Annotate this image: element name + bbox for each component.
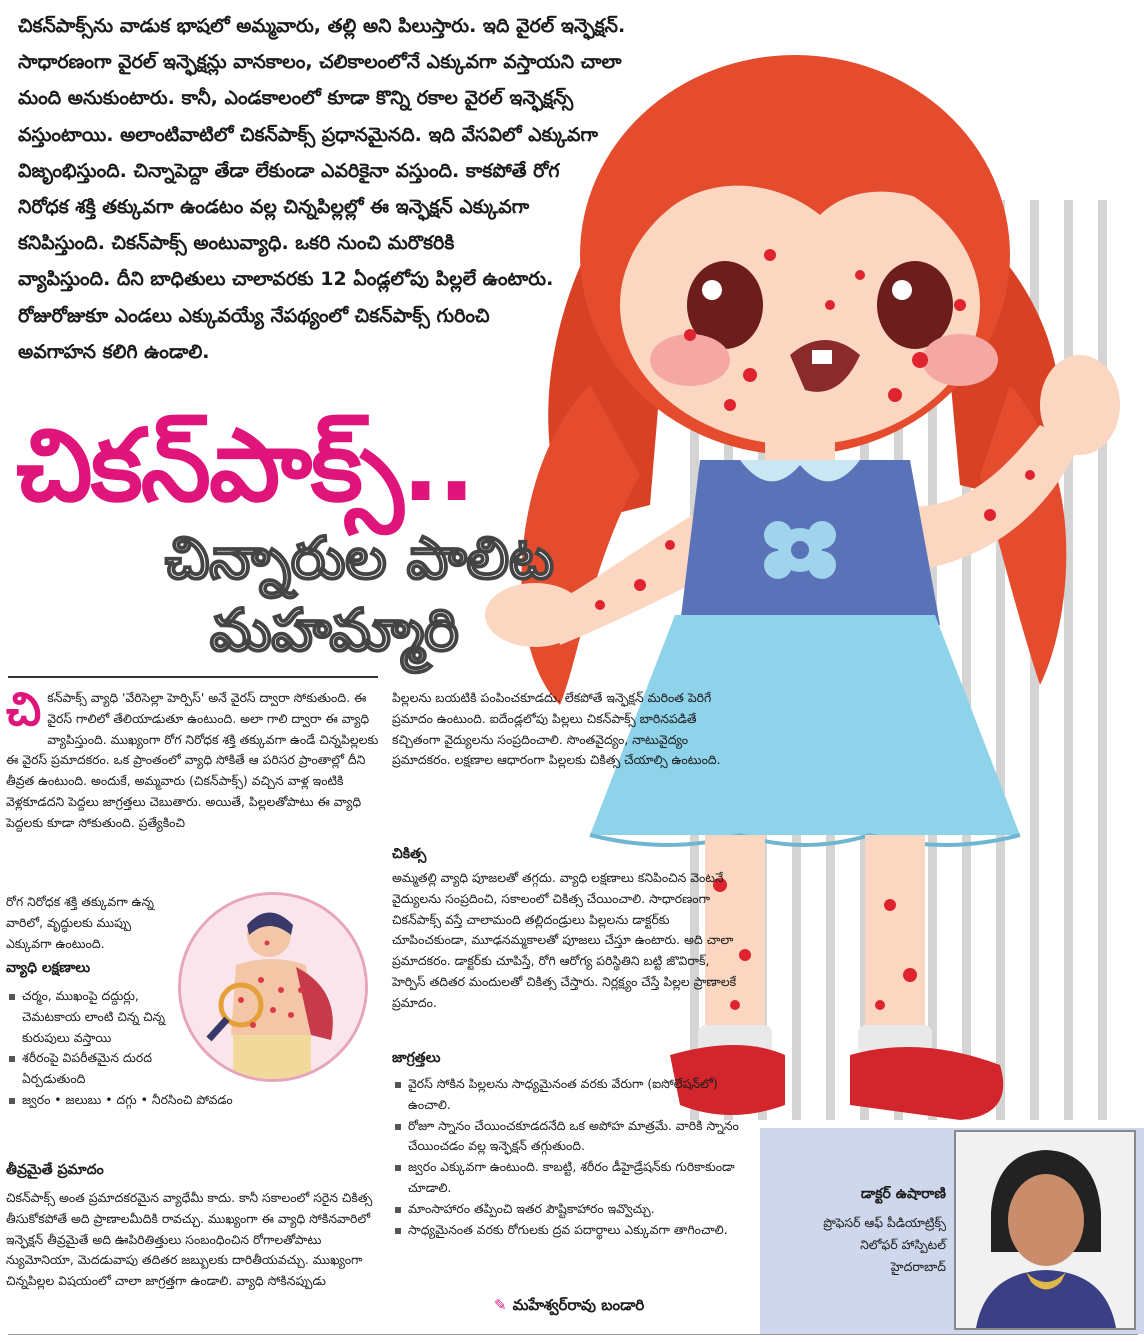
list-item: చర్మం, ముఖంపై దద్దుర్లు, చెమటకాయ లాంటి చిన్న చిన్న కురుపులు వస్తాయి xyxy=(6,986,176,1048)
intro-line: చికన్‌పాక్స్‌ను వాడుక భాషలో అమ్మవారు, తల్లి అని పిలుస్తారు. ఇది వైరల్ ఇన్ఫెక్షన్. xyxy=(14,15,629,37)
doctor-name: డాక్టర్ ఉషారాణి xyxy=(860,1186,946,1202)
patient-illustration xyxy=(178,892,368,1082)
list-item: జ్వరం ఎక్కువగా ఉంటుంది. కాబట్టి, శరీరం డీహైడ్రేషన్‌కు గురికాకుండా చూడాలి. xyxy=(392,1157,752,1199)
intro-line: అవగాహన కలిగి ఉండాలి. xyxy=(14,341,213,363)
intro-line: మంది అనుకుంటారు. కానీ, ఎండకాలంలో కూడా కొన్ని రకాల వైరల్ ఇన్ఫెక్షన్స్ xyxy=(14,87,577,109)
divider xyxy=(8,676,378,678)
byline xyxy=(494,1296,644,1318)
intro-paragraph xyxy=(14,8,704,370)
treatment-title: చికిత్స xyxy=(392,846,427,862)
headline-sub-1: చిన్నారుల పాలిట xyxy=(165,524,554,592)
doctor-role-line: నిలోఫర్ హాస్పిటల్ xyxy=(860,1237,946,1252)
col2-paragraph: పిల్లలను బయటికి పంపించకూడదు. లేకపోతే ఇన్ఫెక్షన్ మరింత పెరిగే ప్రమాదం ఉంటుంది. ఐదేండ్లలోపు పిల్లలు చికన్‌పాక్స్ బారినపడితే కచ్చితంగా వైద్యులను సంప్రదించాలి. సొంతవైద్యం, నాటువైద్యం ప్రమాదకరం. లక్షణాల ఆధారంగా పిల్లలకు చికిత్స చేయాల్సి ఉంటుంది. xyxy=(392,690,721,768)
intro-line: వస్తుంటాయి. అలాంటివాటిలో చికన్‌పాక్స్ ప్రధానమైనది. ఇది వేసవిలో ఎక్కువగా xyxy=(14,124,602,146)
intro-line: సాధారణంగా వైరల్ ఇన్ఫెక్షన్లు వానకాలం, చలికాలంలోనే ఎక్కువగా వస్తాయని చాలా xyxy=(14,51,626,73)
dropcap: చి xyxy=(6,682,42,736)
intro-line: విజృంభిస్తుంది. చిన్నాపెద్దా తేడా లేకుండా ఎవరికైనా వస్తుంది. కాకపోతే రోగ xyxy=(14,160,563,182)
body-column-1 xyxy=(6,682,382,834)
danger-text: చికన్‌పాక్స్ అంత ప్రమాదకరమైన వ్యాధేమీ కాదు. కానీ సకాలంలో సరైన చికిత్స తీసుకోకపోతే అది ప్రాణాలమీదికి రావచ్చు. ముఖ్యంగా ఈ వ్యాధి సోకినవారిలో ఇన్ఫెక్షన్ తీవ్రమైతే అది ఊపిరితిత్తులు సంబంధించిన రోగాలతోపాటు న్యుమోనియా, మెదడువాపు తదితర జబ్బులకు దారితీయవచ్చు. ముఖ్యంగా చిన్నపిల్లల విషయంలో చాలా జాగ్రత్తగా ఉండాలి. వ్యాధి సోకినప్పుడు xyxy=(6,1190,373,1289)
list-item: వైరస్ సోకిన పిల్లలను సాధ్యమైనంత వరకు వేరుగా (ఐసోలేషన్‌లో) ఉంచాలి. xyxy=(392,1074,752,1116)
doctor-role-line: ప్రొఫెసర్ ఆఫ్ పీడియాట్రిక్స్ xyxy=(823,1215,946,1230)
pen-icon: ✎ xyxy=(494,1296,507,1314)
doctor-photo xyxy=(954,1130,1136,1330)
intro-line: కనిపిస్తుంది. చికన్‌పాక్స్ అంటువ్యాధి. ఒకరి నుంచి మరొకరికి xyxy=(14,232,458,254)
list-item: శరీరంపై విపరీతమైన దురద ఏర్పడుతుంది xyxy=(6,1048,176,1090)
danger-title: తీవ్రమైతే ప్రమాదం xyxy=(6,1162,104,1178)
list-item: మాంసాహారం తప్పించి ఇతర పౌష్టికాహారం ఇవ్వొచ్చు. xyxy=(392,1199,752,1220)
doctor-role-line: హైదరాబాద్ xyxy=(890,1259,946,1274)
doctor-role xyxy=(764,1212,946,1278)
symptoms-list xyxy=(6,986,233,1111)
author-name: మహేశ్వర్‌రావు బండారి xyxy=(512,1296,645,1314)
intro-line: వ్యాపిస్తుంది. దీని బాధితులు చాలావరకు 12 ఏండ్లలోపు పిల్లలే ఉంటారు. xyxy=(14,268,557,290)
treatment-text: అమ్మతల్లి వ్యాధి పూజలతో తగ్గదు. వ్యాధి లక్షణాలు కనిపించిన వెంటనే వైద్యులను సంప్రదించి, సకాలంలో చికిత్స చేయించాలి. సాధారణంగా చికన్‌పాక్స్ వస్తే చాలామంది తల్లిదండ్రులు పిల్లలను డాక్టర్‌కు చూపించకుండా, మూఢనమ్మకాలతో పూజలు చేస్తూ ఉంటారు. అది చాలా ప్రమాదకరం. డాక్టర్‌కు చూపిస్తే, రోగి ఆరోగ్య పరిస్థితిని బట్టి జొవిరాక్, హెర్పిస్ తదితర మందులతో చికిత్స చేస్తారు. నిర్లక్ష్యం చేస్తే పిల్లల ప్రాణాలకే ప్రమాదం. xyxy=(392,870,737,1010)
precautions-list xyxy=(392,1074,752,1240)
list-item: జ్వరం • జలుబు • దగ్గు • నీరసించి పోవడం xyxy=(6,1090,382,1111)
headline-sub-2: మహమ్మారి xyxy=(210,596,459,664)
list-item: సాధ్యమైనంత వరకు రోగులకు ద్రవ పదార్థాలు ఎక్కువగా తాగించాలి. xyxy=(392,1220,752,1241)
headline-main: చికన్‌పాక్స్.. xyxy=(16,407,474,524)
precautions-title: జాగ్రత్తలు xyxy=(392,1050,441,1066)
list-item: రోజూ స్నానం చేయించకూడదనేది ఒక అపోహ మాత్రమే. వారికి స్నానం చేయించడం వల్ల ఇన్ఫెక్షన్ తగ్గుతుంది. xyxy=(392,1116,752,1158)
body-paragraph-1b: రోగ నిరోధక శక్తి తక్కువగా ఉన్న వారిలో, వృద్ధులకు ముప్పు ఎక్కువగా ఉంటుంది. xyxy=(6,894,154,951)
body-column-1b xyxy=(6,892,174,954)
intro-line: రోజురోజుకూ ఎండలు ఎక్కువయ్యే నేపథ్యంలో చికన్‌పాక్స్ గురించి xyxy=(14,305,494,327)
intro-line: నిరోధక శక్తి తక్కువగా ఉండటం వల్ల చిన్నపిల్లల్లో ఈ ఇన్ఫెక్షన్ ఎక్కువగా xyxy=(14,196,533,218)
symptoms-title: వ్యాధి లక్షణాలు xyxy=(6,960,91,976)
body-paragraph-1: కన్‌పాక్స్ వ్యాధి 'వేరిసెల్లా హెర్పిస్' అనే వైరస్ ద్వారా సోకుతుంది. ఈ వైరస్ గాలిలో తేలియాడుతూ ఉంటుంది. అలా గాలి ద్వారా ఈ వ్యాధి వ్యాపిస్తుంది. ముఖ్యంగా రోగ నిరోధక శక్తి తక్కువగా ఉండే చిన్నపిల్లలకు ఈ వైరస్ ప్రమాదకరం. ఒక ప్రాంతంలో వ్యాధి సోకితే ఆ పరిసర ప్రాంతాల్లో దీని తీవ్రత ఉంటుంది. అందుకే, అమ్మవారు (చికన్‌పాక్స్) వచ్చిన వాళ్ల ఇంటికి వెళ్లకూడదని పెద్దలు జాగ్రత్తలు చెబుతారు. అయితే, పిల్లలతోపాటు ఈ వ్యాధి పెద్దలకు కూడా సోకుతుంది. ప్రత్యేకించి xyxy=(6,690,379,830)
bottom-rule xyxy=(8,1334,1138,1335)
